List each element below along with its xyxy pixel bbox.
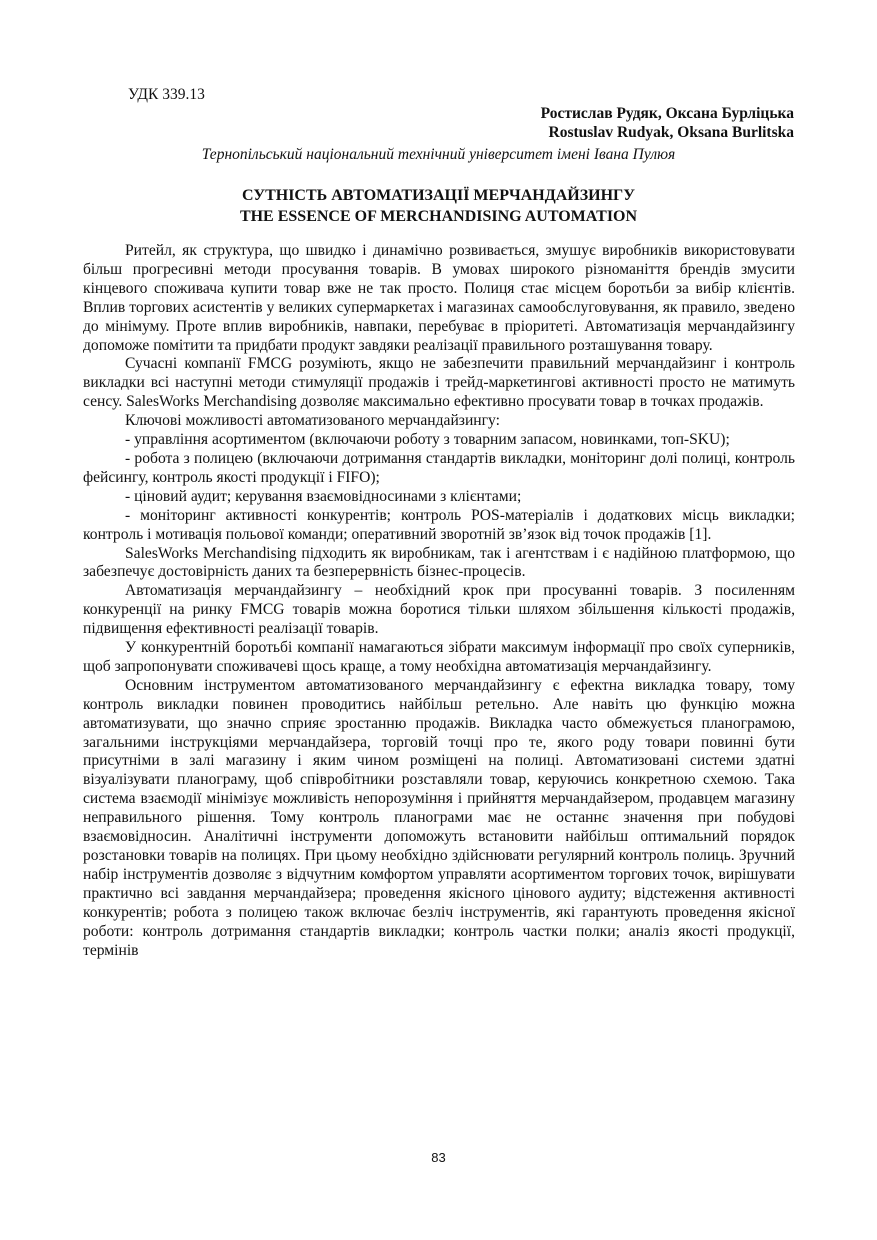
list-item: - управління асортиментом (включаючи роботу з товарним запасом, новинками, топ-SKU); [125,431,730,449]
paragraph: Основним інструментом автоматизованого мерчандайзингу є ефектна викладка товару, тому контроль викладки повинен проводитись найбільш ретельно. Але навіть цю функцію можна автоматизувати, що значно сприяє зростанню продажів. Викладка часто обмежується планограмою, загальними інструкціями мерчандайзера, торговій точці про те, якого роду товари повинні бути присутніми в залі магазину і яким чином розміщені на полиці. Автоматизовані системи здатні візуалізувати планограму, щоб співробітники розставляли товар, керуючись конкретною схемою. Така система взаємодії мінімізує можливість непорозуміння і прийняття мерчандайзером, продавцем магазину неправильного рішення. Тому контроль планограми має не останнє значення при побудові взаємовідносин. Аналітичні інструменти допоможуть встановити найбільш оптимальний порядок розстановки товарів на полицях. При цьому необхідно здійснювати регулярний контроль полиць. Зручний набір інструментів дозволяє з відчутним комфортом управляти асортиментом торгових точок, вирішувати практично всі завдання мерчандайзера; проведення якісного цінового аудиту; відстеження активності конкурентів; робота з полицею також включає безліч інструментів, які гарантують проведення якісної роботи: контроль дотримання стандартів викладки; контроль частки полки; аналіз якості продукції, термінів [83,676,795,959]
list-item: - моніторинг активності конкурентів; контроль POS-матеріалів і додаткових місць викладки; контроль і мотивація польової команди; оперативний зворотній зв’язок від точок продажів [1]. [83,506,795,543]
affiliation: Тернопільський національний технічний університет імені Івана Пулюя [201,146,676,163]
title-ua: СУТНІСТЬ АВТОМАТИЗАЦІЇ МЕРЧАНДАЙЗИНГУ [242,187,635,204]
paragraph: Автоматизація мерчандайзингу – необхідний крок при просуванні товарів. З посиленням конкуренції на ринку FMCG товарів можна боротися тільки шляхом збільшення кількості продажів, підвищення ефективності реалізації товарів. [83,582,795,638]
article-title [0,185,877,227]
title-en: THE ESSENCE OF MERCHANDISING AUTOMATION [239,208,638,225]
paragraph: У конкурентній боротьбі компанії намагаються зібрати максимум інформації про своїх суперників, щоб запропонувати споживачеві щось краще, а тому необхідна автоматизація мерчандайзингу. [83,639,795,675]
paragraph: Ритейл, як структура, що швидко і динамічно розвивається, змушує виробників використовувати більш прогресивні методи просування товарів. В умовах широкого різноманіття брендів змусити кінцевого споживача купити товар вже не так просто. Полиця стає місцем боротьби за вибір клієнтів. Вплив торгових асистентів у великих супермаркетах і магазинах самообслуговування, як правило, зведено до мінімуму. Проте вплив виробників, навпаки, перебуває в пріоритеті. Автоматизація мерчандайзингу допоможе помітити та придбати продукт завдяки реалізації правильного розташування товару. [83,242,795,354]
list-item: - ціновий аудит; керування взаємовідносинами з клієнтами; [125,487,522,505]
paragraph: Ключові можливості автоматизованого мерчандайзингу: [125,412,500,430]
page-number: 83 [431,1150,446,1165]
authors-ua: Ростислав Рудяк, Оксана Бурліцька [540,105,794,122]
article-body [83,242,795,960]
authors-block [541,104,794,142]
authors-en: Rostuslav Rudyak, Oksana Burlitska [548,124,794,141]
paragraph: Сучасні компанії FMCG розуміють, якщо не забезпечити правильний мерчандайзинг і контроль викладки всі наступні методи стимуляції продажів і трейд-маркетингові активності просто не матимуть сенсу. SalesWorks Merchandising дозволяє максимально ефективно просувати товар в точках продажів. [83,355,795,411]
list-item: - робота з полицею (включаючи дотримання стандартів викладки, моніторинг долі полиці, контроль фейсингу, контроль якості продукції і FIFO); [83,449,795,486]
udk-code: УДК 339.13 [128,86,205,103]
paragraph: SalesWorks Merchandising підходить як виробникам, так і агентствам і є надійною платформою, що забезпечує достовірність даних та безперервність бізнес-процесів. [83,544,795,581]
